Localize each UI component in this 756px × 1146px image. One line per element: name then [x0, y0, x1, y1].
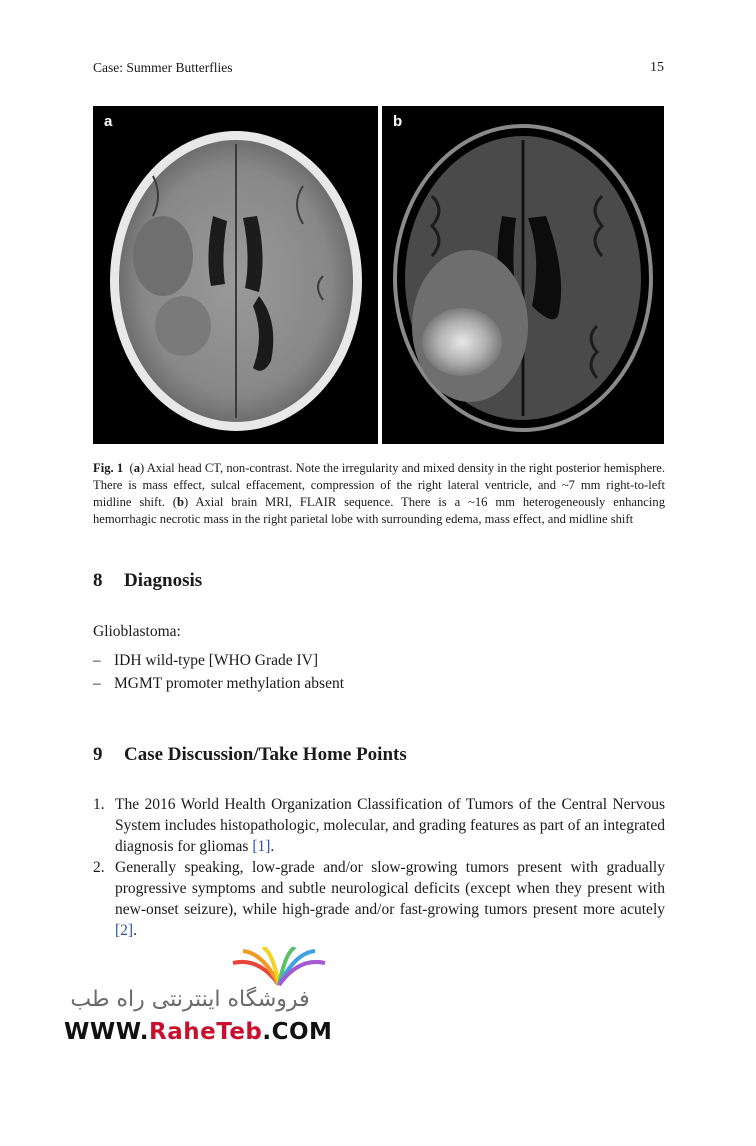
url-brand: RaheTeb	[148, 1019, 263, 1045]
list-item-text: MGMT promoter methylation absent	[114, 675, 345, 692]
diagnosis-list	[93, 649, 344, 695]
watermark-persian-text: فروشگاه اینترنتی راه طب	[70, 987, 310, 1012]
watermark-url	[64, 1019, 332, 1045]
discussion-list	[93, 794, 665, 941]
running-title: Case: Summer Butterflies	[93, 60, 233, 75]
mri-scan-drawing	[382, 106, 664, 444]
url-prefix: WWW.	[64, 1019, 149, 1045]
bullet-dash: –	[93, 675, 101, 692]
url-suffix: .COM	[262, 1019, 333, 1045]
section-number: 8	[93, 570, 103, 591]
item-number: 2.	[93, 859, 105, 876]
panel-a-label: a	[104, 113, 113, 130]
ct-scan-drawing	[93, 106, 378, 444]
list-item	[93, 794, 665, 857]
watermark	[64, 943, 333, 1053]
section-title: Case Discussion/Take Home Points	[124, 744, 407, 765]
page-number: 15	[650, 60, 664, 75]
list-item	[93, 649, 344, 672]
section-title: Diagnosis	[124, 570, 203, 591]
citation-link[interactable]: [1]	[252, 838, 271, 855]
list-item	[93, 672, 344, 695]
section-number: 9	[93, 744, 103, 765]
diagnosis-intro: Glioblastoma:	[93, 623, 181, 640]
item-end: .	[133, 922, 137, 939]
section-8-heading	[93, 570, 202, 592]
figure-caption	[93, 460, 665, 528]
list-item	[93, 857, 665, 941]
figure-1	[93, 106, 664, 444]
citation-link[interactable]: [2]	[115, 922, 134, 939]
caption-text-part1: (	[129, 461, 134, 475]
item-text: The 2016 World Health Organization Classification of Tumors of the Central Nervous System includes histopathologic, molecular, and grading features as part of an integrated diagnosis for gliomas	[115, 796, 665, 855]
caption-b-mark: b	[176, 495, 184, 509]
caption-text-part2: ) Axial head CT, non-contrast. Note the irregularity and mixed density in the right posterior hemisphere. There is mass effect, sulcal effacement, compression of the right lateral ventricle, and ~7 mm right-to-left midline shift. (	[93, 461, 665, 509]
item-end: .	[270, 838, 275, 855]
mri-scan-image	[382, 106, 664, 444]
item-number: 1.	[93, 796, 105, 813]
bullet-dash: –	[93, 652, 101, 669]
panel-b-label: b	[393, 113, 403, 130]
ct-scan-image	[93, 106, 378, 444]
list-item-text: IDH wild-type [WHO Grade IV]	[114, 652, 319, 669]
book-logo-icon	[229, 947, 329, 987]
caption-a-mark: a	[133, 461, 141, 475]
caption-text-part3: ) Axial brain MRI, FLAIR sequence. There is a ~16 mm heterogeneously enhancing hemorrhagic necrotic mass in the right parietal lobe with surrounding edema, mass effect, and midline shift	[93, 495, 665, 526]
item-text: Generally speaking, low-grade and/or slow-growing tumors present with gradually progressive symptoms and subtle neurological deficits (except when they present with new-onset seizure), while high-grade and/or fast-growing tumors present more acutely	[115, 859, 665, 918]
section-9-heading	[93, 744, 407, 766]
caption-label: Fig. 1	[93, 461, 124, 475]
